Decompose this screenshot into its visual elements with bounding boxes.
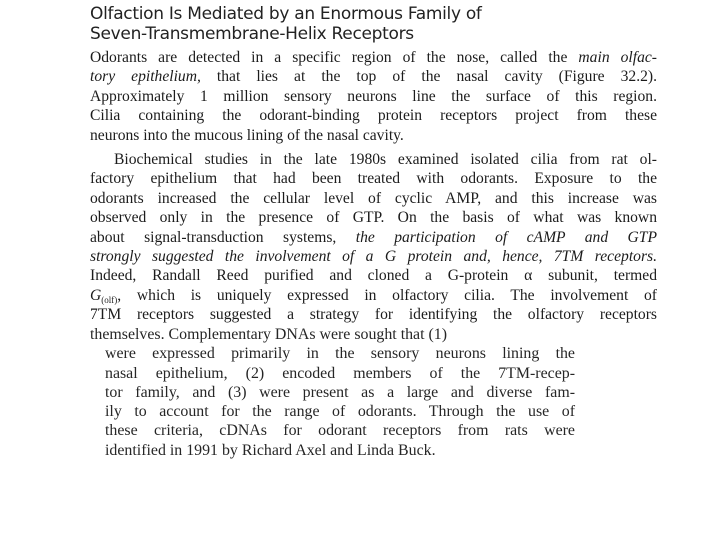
text-line <box>90 247 657 266</box>
text-line <box>90 286 657 305</box>
paragraph-3 <box>90 325 575 460</box>
text-run: about signal-transduction systems, <box>90 228 356 246</box>
text-line: tor family, and (3) were present as a large and diverse fam- <box>105 383 575 401</box>
text-run: , which is uniquely expressed in olfactory cilia. The involvement of <box>117 286 657 304</box>
paragraph-1 <box>90 48 657 145</box>
text-line: factory epithelium that had been treated with odorants. Exposure to the <box>90 170 657 188</box>
section-heading-line-2: Seven-Transmembrane-Helix Receptors <box>90 24 414 44</box>
text-line: ily to account for the range of odorants. Through the use of <box>105 403 575 421</box>
italic-text: strongly suggested the involvement of a G protein and, hence, 7TM receptors. <box>90 247 657 265</box>
g-protein-symbol: G <box>90 286 102 304</box>
text-line: Biochemical studies in the late 1980s examined isolated cilia from rat ol- <box>114 151 657 168</box>
text-line: Cilia containing the odorant-binding protein receptors project from these <box>90 107 657 125</box>
section-heading-line-1: Olfaction Is Mediated by an Enormous Family of <box>90 4 482 24</box>
text-line: themselves. Complementary DNAs were sought that (1) <box>90 326 448 343</box>
section-heading <box>90 4 690 44</box>
italic-text: the participation of cAMP and GTP <box>355 228 657 246</box>
italic-term: main olfac- <box>578 49 657 66</box>
text-line: 7TM receptors suggested a strategy for identifying the olfactory receptors <box>90 306 657 324</box>
paragraph-2 <box>90 150 657 325</box>
text-line: these criteria, cDNAs for odorant receptors from rats were <box>105 422 575 440</box>
text-line: identified in 1991 by Richard Axel and Linda Buck. <box>105 441 436 459</box>
text-line: observed only in the presence of GTP. On the basis of what was known <box>90 209 657 227</box>
text-line: were expressed primarily in the sensory neurons lining the <box>105 345 575 363</box>
text-run: Odorants are detected in a specific region of the nose, called the <box>90 49 579 66</box>
text-line: Indeed, Randall Reed purified and cloned a G-protein α subunit, termed <box>90 267 657 285</box>
text-line: Approximately 1 million sensory neurons line the surface of this region. <box>90 87 657 105</box>
text-line: neurons into the mucous lining of the nasal cavity. <box>90 126 404 144</box>
text-line <box>90 228 657 247</box>
g-protein-subscript: (olf) <box>101 294 118 305</box>
text-line: nasal epithelium, (2) encoded members of the 7TM-recep- <box>105 364 575 382</box>
text-line: odorants increased the cellular level of cyclic AMP, and this increase was <box>90 189 657 207</box>
text-line <box>90 67 657 86</box>
text-run: that lies at the top of the nasal cavity (Figure 32.2). <box>200 68 657 86</box>
text-line <box>90 48 657 67</box>
italic-term: tory epithelium, <box>90 68 201 86</box>
